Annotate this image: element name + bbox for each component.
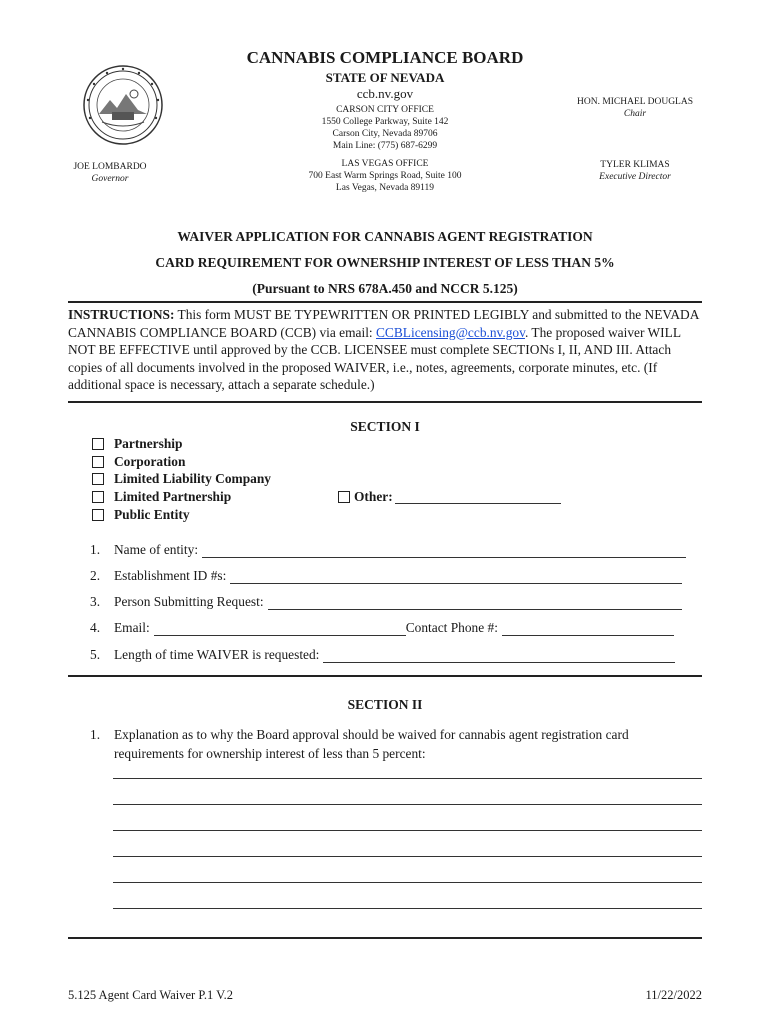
field-number: 3. <box>90 594 101 609</box>
checkbox-limited-partnership[interactable] <box>92 488 231 506</box>
checkbox-llc[interactable] <box>92 470 271 488</box>
field-number: 5. <box>90 647 101 662</box>
instructions <box>68 306 704 394</box>
field-label: Name of entity: <box>114 542 199 557</box>
carson-office-phone: Main Line: (775) 687-6299 <box>332 141 438 151</box>
field-label: Email: <box>114 620 150 635</box>
field-number: 4. <box>90 620 101 635</box>
email-link[interactable]: CCBLicensing@ccb.nv.gov <box>376 324 525 340</box>
divider <box>68 675 702 677</box>
other-input[interactable] <box>395 490 561 504</box>
email-input[interactable] <box>154 622 406 636</box>
carson-office <box>270 104 500 152</box>
divider <box>68 937 702 939</box>
question-text: Explanation as to why the Board approval should be waived for cannabis agent registration card <box>114 727 629 742</box>
checkbox-icon[interactable] <box>92 473 104 485</box>
checkbox-public-entity[interactable] <box>92 506 190 524</box>
instructions-label: INSTRUCTIONS: <box>68 307 175 322</box>
checkbox-label: Limited Partnership <box>114 489 232 504</box>
carson-office-address: 1550 College Parkway, Suite 142 <box>321 117 449 127</box>
section-2-question <box>90 725 629 763</box>
chair-block <box>540 96 730 120</box>
director-block <box>560 159 710 183</box>
checkbox-other[interactable] <box>338 488 561 506</box>
instructions-text-continued: . The proposed waiver WILL NOT BE EFFECTIVE until approved by the CCB. LICENSEE must complete SECTIONs I, II, AND III. Attach copies of all documents involved in the proposed WAIVER, i.e., notes, agreements, corporate minutes, etc. (If additional space is necessary, attach a separate schedule.) <box>68 324 681 392</box>
vegas-office-address: 700 East Warm Springs Road, Suite 100 <box>308 171 462 181</box>
field-number: 1. <box>90 542 101 557</box>
field-entity-name <box>90 540 686 558</box>
checkbox-label: Public Entity <box>114 507 190 522</box>
field-number: 1. <box>90 727 101 742</box>
field-label: Contact Phone #: <box>405 620 498 635</box>
checkbox-icon[interactable] <box>92 438 104 450</box>
checkbox-label: Limited Liability Company <box>114 471 271 486</box>
explanation-line[interactable] <box>113 908 702 909</box>
vegas-office-name: LAS VEGAS OFFICE <box>341 159 429 169</box>
checkbox-icon[interactable] <box>92 509 104 521</box>
instructions-text: This form MUST BE TYPEWRITTEN OR PRINTED LEGIBLY and submitted to the NEVADA CANNABIS COMPLIANCE BOARD (CCB) via email: <box>68 307 699 340</box>
person-submitting-input[interactable] <box>268 596 682 610</box>
checkbox-corporation[interactable] <box>92 453 185 471</box>
footer-form-id: 5.125 Agent Card Waiver P.1 V.2 <box>68 988 233 1002</box>
vegas-office-city: Las Vegas, Nevada 89119 <box>335 183 435 193</box>
website: ccb.nv.gov <box>356 86 414 101</box>
field-person-submitting <box>90 592 682 610</box>
form-title-line2: CARD REQUIREMENT FOR OWNERSHIP INTEREST OF LESS THAN 5% <box>155 255 615 270</box>
establishment-id-input[interactable] <box>230 570 682 584</box>
director-name: TYLER KLIMAS <box>600 160 670 170</box>
form-title-line1: WAIVER APPLICATION FOR CANNABIS AGENT REGISTRATION <box>177 229 593 244</box>
checkbox-icon[interactable] <box>92 456 104 468</box>
checkbox-icon[interactable] <box>338 491 350 503</box>
checkbox-label: Other: <box>354 489 393 504</box>
phone-input[interactable] <box>502 622 674 636</box>
vegas-office <box>270 158 500 194</box>
section-1-heading: SECTION I <box>350 419 420 434</box>
entity-name-input[interactable] <box>202 544 686 558</box>
field-label: Length of time WAIVER is requested: <box>114 647 320 662</box>
checkbox-label: Corporation <box>114 454 186 469</box>
explanation-line[interactable] <box>113 778 702 779</box>
governor-title: Governor <box>91 174 129 184</box>
carson-office-name: CARSON CITY OFFICE <box>336 105 434 115</box>
chair-title: Chair <box>623 109 647 119</box>
checkbox-partnership[interactable] <box>92 435 182 453</box>
form-title-line3: (Pursuant to NRS 678A.450 and NCCR 5.125) <box>252 281 518 296</box>
explanation-line[interactable] <box>113 882 702 883</box>
governor-name: JOE LOMBARDO <box>73 162 147 172</box>
field-number: 2. <box>90 568 101 583</box>
governor-block <box>50 161 170 185</box>
field-email-phone <box>90 618 674 636</box>
carson-office-city: Carson City, Nevada 89706 <box>332 129 438 139</box>
explanation-line[interactable] <box>113 804 702 805</box>
field-waiver-length <box>90 645 675 663</box>
board-name: CANNABIS COMPLIANCE BOARD <box>246 48 524 67</box>
divider <box>68 301 702 303</box>
waiver-length-input[interactable] <box>323 649 675 663</box>
question-text: requirements for ownership interest of less than 5 percent: <box>114 746 426 761</box>
explanation-line[interactable] <box>113 856 702 857</box>
director-title: Executive Director <box>599 172 671 182</box>
explanation-line[interactable] <box>113 830 702 831</box>
section-2-heading: SECTION II <box>347 697 423 712</box>
chair-name: HON. MICHAEL DOUGLAS <box>576 97 694 107</box>
field-label: Establishment ID #s: <box>114 568 227 583</box>
footer-date: 11/22/2022 <box>645 988 702 1002</box>
field-establishment-id <box>90 566 682 584</box>
state-name: STATE OF NEVADA <box>325 70 445 85</box>
checkbox-icon[interactable] <box>92 491 104 503</box>
divider <box>68 401 702 403</box>
field-label: Person Submitting Request: <box>114 594 264 609</box>
checkbox-label: Partnership <box>114 436 183 451</box>
